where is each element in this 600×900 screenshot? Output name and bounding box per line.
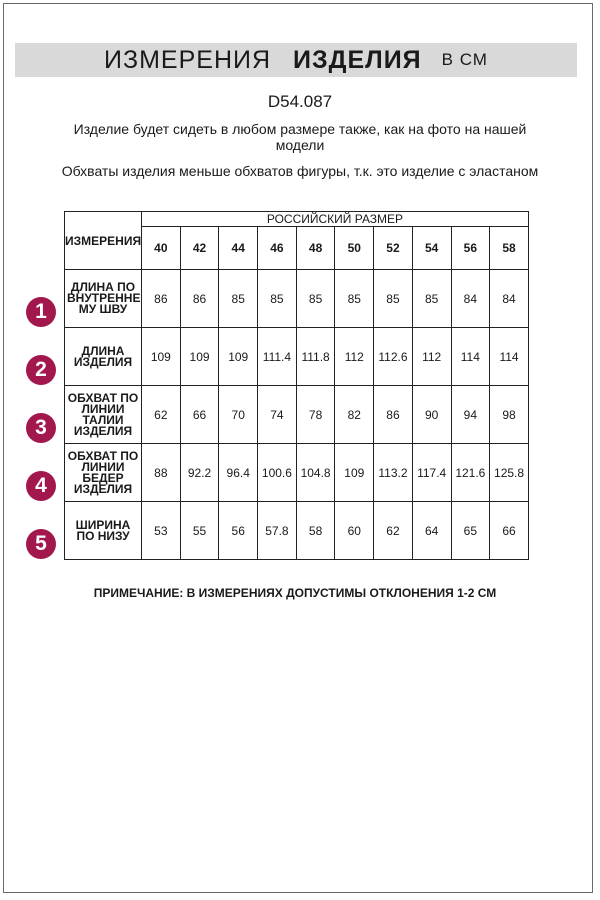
table-cell: 66 [490,502,529,560]
row-label: ОБХВАТ ПО ЛИНИИ ТАЛИИ ИЗДЕЛИЯ [65,386,142,444]
table-cell: 78 [296,386,335,444]
table-cell: 94 [451,386,490,444]
size-header: 40 [142,227,181,270]
table-cell: 112.6 [374,328,413,386]
table-cell: 86 [374,386,413,444]
table-cell: 113.2 [374,444,413,502]
table-cell: 84 [490,270,529,328]
table-row [65,444,529,502]
table-cell: 62 [142,386,181,444]
size-header: 56 [451,227,490,270]
table-cell: 109 [142,328,181,386]
table-corner-label: ИЗМЕРЕНИЯ [65,212,142,270]
table-cell: 85 [412,270,451,328]
table-cell: 62 [374,502,413,560]
table-cell: 98 [490,386,529,444]
table-row [65,328,529,386]
row-number-badge: 2 [26,355,56,385]
table-cell: 65 [451,502,490,560]
title-bar [15,43,577,77]
size-header: 54 [412,227,451,270]
table-cell: 86 [142,270,181,328]
note-fit: Изделие будет сидеть в любом размере также, как на фото на нашей модели [73,121,527,153]
table-cell: 53 [142,502,181,560]
size-header: 46 [258,227,297,270]
table-cell: 85 [335,270,374,328]
table-cell: 111.8 [296,328,335,386]
table-cell: 74 [258,386,297,444]
table-cell: 82 [335,386,374,444]
size-table [64,211,529,560]
table-cell: 114 [490,328,529,386]
table-cell: 85 [296,270,335,328]
table-cell: 112 [412,328,451,386]
size-header: 50 [335,227,374,270]
note-elastane: Обхваты изделия меньше обхватов фигуры, т.к. это изделие с эластаном [61,163,539,179]
table-cell: 112 [335,328,374,386]
row-label: ШИРИНА ПО НИЗУ [65,502,142,560]
row-label: ДЛИНА ПО ВНУТРЕННЕ МУ ШВУ [65,270,142,328]
row-number-badge: 4 [26,471,56,501]
tolerance-note: ПРИМЕЧАНИЕ: В ИЗМЕРЕНИЯХ ДОПУСТИМЫ ОТКЛОНЕНИЯ 1-2 СМ [93,586,497,600]
product-code: D54.087 [267,92,333,111]
table-cell: 64 [412,502,451,560]
title-unit: В СМ [441,50,488,69]
row-number-badge: 1 [26,297,56,327]
table-cell: 56 [219,502,258,560]
row-number-badge: 5 [26,529,56,559]
table-row [65,502,529,560]
row-number-badge: 3 [26,413,56,443]
table-cell: 86 [180,270,219,328]
row-label: ДЛИНА ИЗДЕЛИЯ [65,328,142,386]
table-cell: 58 [296,502,335,560]
table-cell: 66 [180,386,219,444]
table-cell: 88 [142,444,181,502]
table-cell: 70 [219,386,258,444]
table-cell: 85 [219,270,258,328]
table-cell: 121.6 [451,444,490,502]
title-part2: ИЗДЕЛИЯ [293,45,422,74]
size-header: 48 [296,227,335,270]
table-cell: 57.8 [258,502,297,560]
size-header: 52 [374,227,413,270]
table-cell: 60 [335,502,374,560]
table-cell: 114 [451,328,490,386]
table-cell: 111.4 [258,328,297,386]
table-cell: 117.4 [412,444,451,502]
size-header: 44 [219,227,258,270]
table-cell: 90 [412,386,451,444]
table-cell: 109 [219,328,258,386]
table-cell: 109 [180,328,219,386]
table-cell: 55 [180,502,219,560]
table-cell: 85 [374,270,413,328]
table-cell: 104.8 [296,444,335,502]
size-header: 42 [180,227,219,270]
row-label: ОБХВАТ ПО ЛИНИИ БЕДЕР ИЗДЕЛИЯ [65,444,142,502]
table-row [65,386,529,444]
table-row [65,270,529,328]
size-group-label: РОССИЙСКИЙ РАЗМЕР [142,212,529,227]
table-cell: 85 [258,270,297,328]
title-part1: ИЗМЕРЕНИЯ [104,45,272,74]
size-header: 58 [490,227,529,270]
table-cell: 92.2 [180,444,219,502]
table-cell: 84 [451,270,490,328]
table-cell: 109 [335,444,374,502]
table-cell: 125.8 [490,444,529,502]
table-cell: 96.4 [219,444,258,502]
table-cell: 100.6 [258,444,297,502]
